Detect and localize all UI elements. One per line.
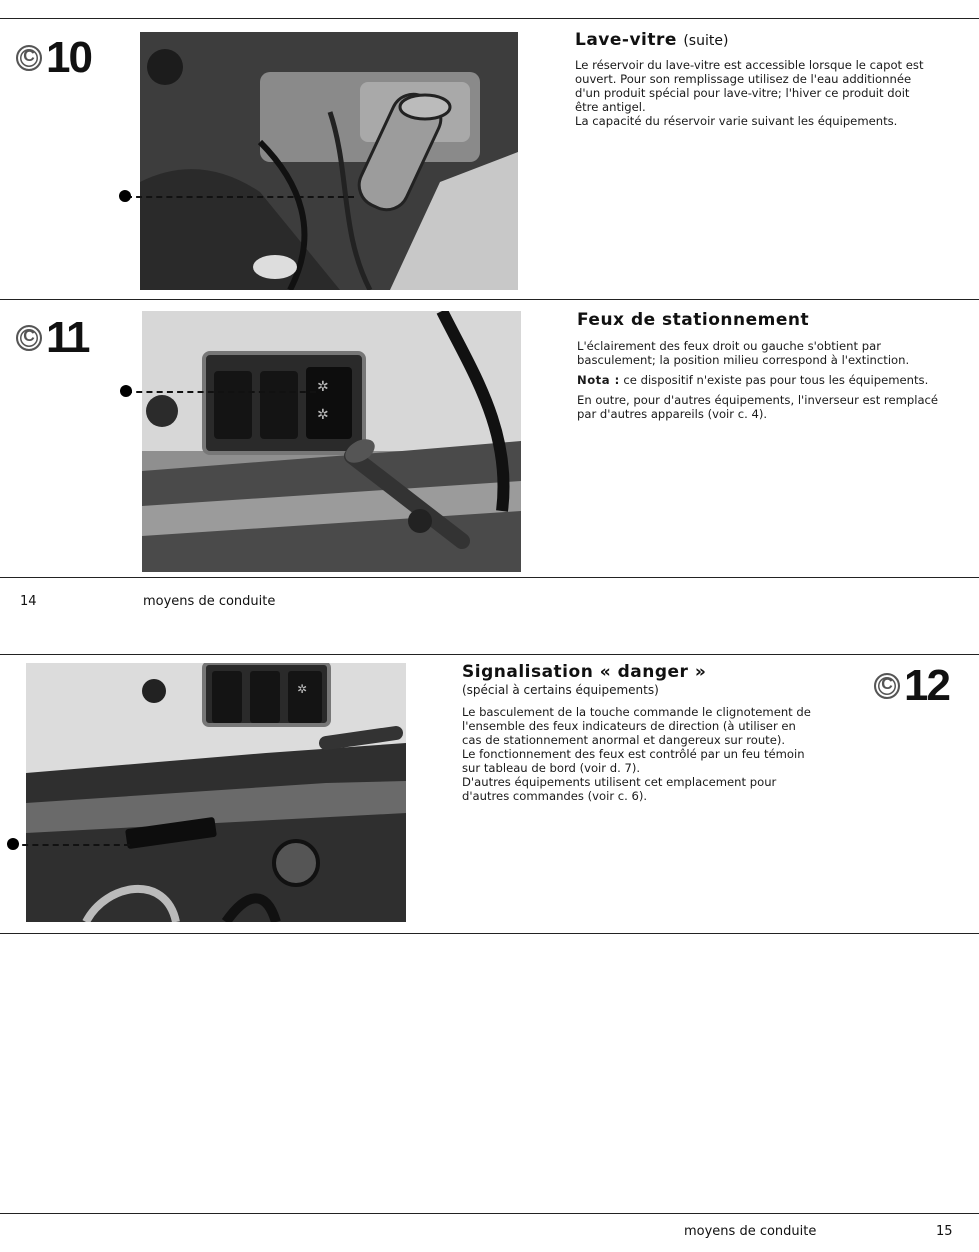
photo-parking-light-switch [142, 311, 521, 572]
title-suffix: (suite) [683, 33, 729, 49]
c-in-circle-icon [874, 673, 900, 699]
paragraph: En outre, pour d'autres équipements, l'inverseur est remplacé par d'autres appareils (voir c. 4). [577, 393, 939, 421]
section-number: 10 [46, 33, 91, 82]
page-14-bottom-rule [0, 577, 979, 578]
section-number: 12 [904, 661, 949, 710]
section-divider [0, 299, 979, 300]
paragraph: L'éclairement des feux droit ou gauche s'obtient par basculement; la position milieu correspond à l'extinction. [577, 339, 910, 367]
callout-dot-c10 [119, 190, 131, 202]
section-number-c11 [16, 313, 89, 362]
page-number: 15 [936, 1224, 953, 1239]
section-title [575, 30, 925, 50]
paragraph: Le basculement de la touche commande le clignotement de l'ensemble des feux indicateurs de direction (à utiliser en cas de stationnement anormal et dangereux sur route). [462, 705, 811, 747]
note-label: Nota : [577, 373, 620, 387]
photo-hazard-switch-drawing [26, 663, 406, 922]
callout-line-c10 [126, 196, 354, 198]
page-number: 14 [20, 594, 37, 609]
photo-washer-reservoir-drawing [140, 32, 518, 290]
svg-text:✲: ✲ [317, 407, 329, 423]
section-title: Signalisation « danger » [462, 662, 707, 682]
section-number-c10 [16, 33, 91, 82]
note-text: ce dispositif n'existe pas pour tous les équipements. [623, 373, 929, 387]
footer-label: moyens de conduite [684, 1224, 817, 1239]
section-c12-text [462, 662, 812, 803]
page-15-top-rule [0, 654, 979, 655]
section-c10-text [575, 30, 925, 128]
paragraph: D'autres équipements utilisent cet emplacement pour d'autres commandes (voir c. 6). [462, 775, 777, 803]
section-number-c12 [874, 661, 949, 710]
page-15-bottom-rule [0, 1213, 979, 1214]
callout-line-c12 [12, 844, 130, 846]
callout-dot-c11 [120, 385, 132, 397]
section-number: 11 [46, 313, 89, 362]
c-in-circle-icon [16, 325, 42, 351]
top-rule [0, 18, 979, 19]
footer-label: moyens de conduite [143, 594, 276, 609]
photo-parking-light-switch-drawing [142, 311, 521, 572]
section-divider [0, 933, 979, 934]
section-c11-text [577, 310, 947, 421]
section-title: Feux de stationnement [577, 310, 810, 330]
paragraph: La capacité du réservoir varie suivant les équipements. [575, 114, 898, 128]
photo-washer-reservoir [140, 32, 518, 290]
callout-line-c11 [126, 391, 316, 393]
section-subtitle: (spécial à certains équipements) [462, 683, 659, 697]
svg-text:✲: ✲ [297, 682, 308, 696]
callout-dot-c12 [7, 838, 19, 850]
photo-hazard-switch [26, 663, 406, 922]
title-main: Lave-vitre [575, 30, 677, 50]
paragraph: Le fonctionnement des feux est contrôlé par un feu témoin sur tableau de bord (voir d. 7). [462, 747, 805, 775]
c-in-circle-icon [16, 45, 42, 71]
svg-text:✲: ✲ [317, 379, 329, 395]
note-paragraph [577, 373, 947, 387]
paragraph: Le réservoir du lave-vitre est accessible lorsque le capot est ouvert. Pour son remplissage utilisez de l'eau additionnée d'un produit spécial pour lave-vitre; l'hiver ce produit doit être antigel. [575, 58, 924, 114]
